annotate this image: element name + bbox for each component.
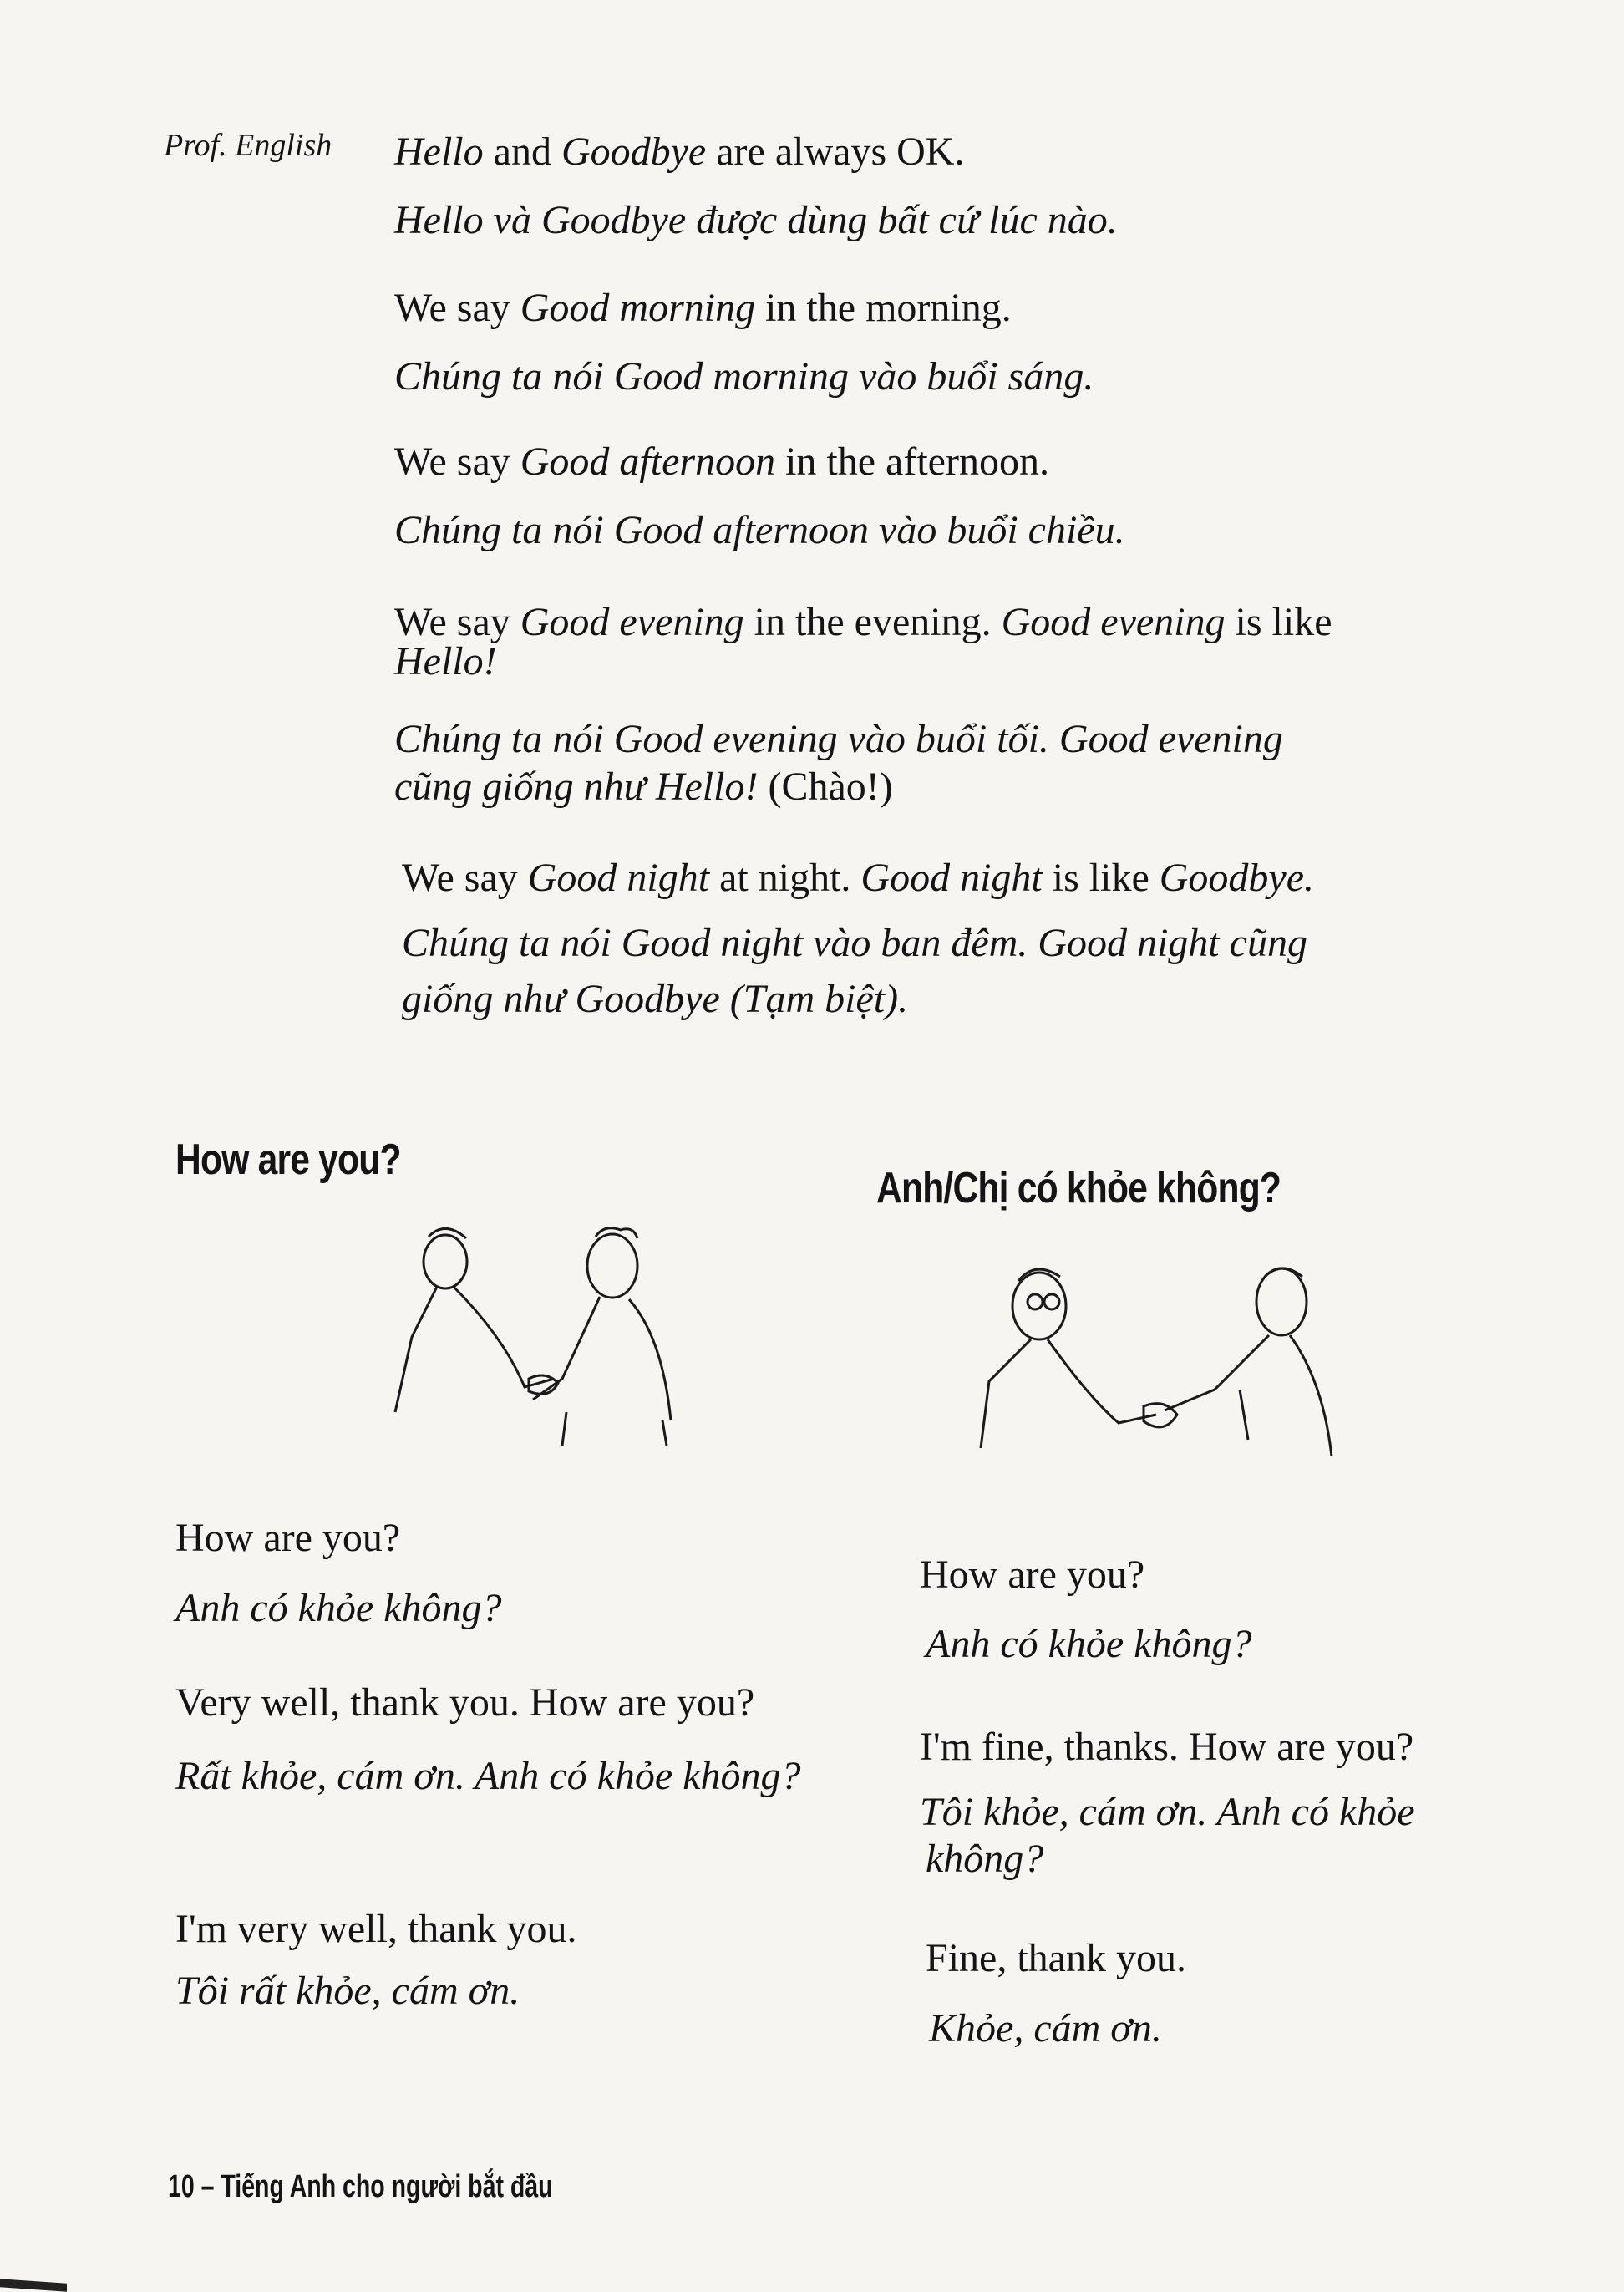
text-segment: Khỏe, cám ơn. — [929, 2006, 1162, 2051]
text-line — [394, 442, 1049, 482]
text-line — [402, 923, 1307, 963]
text-segment: Tôi rất khỏe, cám ơn. — [175, 1969, 520, 2013]
text-segment: Tôi khỏe, cám ơn. Anh có khỏe — [920, 1790, 1415, 1834]
text-segment: Chúng ta nói Good night vào ban đêm. Good night cũng — [402, 921, 1307, 965]
text-segment: Very well, thank you. How are you? — [175, 1680, 755, 1725]
text-line — [175, 1756, 801, 1797]
text-segment: (Chào!) — [768, 765, 893, 809]
text-line — [175, 1680, 755, 1725]
text-segment: Chúng ta nói Good afternoon vào buổi chiều. — [394, 508, 1125, 552]
text-segment: Anh có khỏe không? — [175, 1586, 502, 1630]
text-line — [394, 719, 1283, 760]
text-line — [920, 1555, 1144, 1595]
text-segment: Good evening — [1001, 600, 1226, 644]
text-line — [175, 1909, 577, 1949]
text-segment: is like — [1225, 600, 1332, 644]
text-line — [926, 1936, 1186, 1980]
page-edge-shadow — [0, 2279, 67, 2292]
text-segment: Hello — [394, 130, 484, 174]
text-segment: in the evening. — [743, 600, 1002, 644]
text-segment: giống như Goodbye (Tạm biệt). — [402, 977, 909, 1021]
text-segment: We say — [394, 600, 520, 644]
text-segment: Good afternoon — [520, 440, 776, 484]
text-line — [402, 979, 908, 1019]
page-footer: 10 – Tiếng Anh cho người bắt đầu — [168, 2169, 553, 2204]
text-segment: We say — [402, 856, 528, 900]
text-segment: Goodbye — [561, 130, 707, 174]
speaker-label: Prof. English — [164, 128, 332, 163]
text-segment: Good evening — [520, 600, 744, 644]
text-line — [394, 354, 1094, 399]
text-segment: Good night — [527, 856, 710, 900]
text-segment: Chúng ta nói Good evening vào buổi tối. Good evening — [394, 717, 1283, 761]
text-segment: không? — [926, 1837, 1044, 1881]
text-line — [926, 1624, 1252, 1664]
text-line — [394, 288, 1012, 328]
text-segment: How are you? — [175, 1516, 401, 1560]
text-segment: Good morning — [520, 286, 756, 330]
text-segment: Hello và Goodbye được dùng bất cứ lúc nào. — [394, 198, 1118, 242]
text-segment: Hello! — [394, 639, 497, 684]
text-segment: I'm very well, thank you. — [175, 1907, 577, 1951]
text-line — [929, 2006, 1162, 2051]
text-segment: We say — [394, 440, 520, 484]
text-line — [920, 1727, 1413, 1767]
text-line — [394, 639, 497, 684]
handshake-illustration-left — [387, 1220, 713, 1454]
text-segment: Rất khỏe, cám ơn. Anh có khỏe không? — [175, 1754, 801, 1798]
text-segment: Fine, thank you. — [926, 1936, 1186, 1980]
text-line — [175, 1518, 400, 1558]
right-heading: Anh/Chị có khỏe không? — [876, 1164, 1281, 1212]
text-segment: Goodbye. — [1159, 856, 1315, 900]
text-segment: Good night — [860, 856, 1043, 900]
text-segment: How are you? — [920, 1553, 1145, 1597]
text-segment: are always OK. — [706, 130, 965, 174]
text-line — [402, 858, 1314, 898]
text-segment: at night. — [709, 856, 861, 900]
text-segment: and — [483, 130, 561, 174]
left-heading: How are you? — [175, 1136, 401, 1184]
text-line — [394, 767, 893, 807]
text-line — [394, 132, 964, 172]
text-segment: We say — [394, 286, 520, 330]
text-line — [175, 1971, 520, 2011]
text-segment: Anh có khỏe không? — [926, 1622, 1252, 1666]
text-segment: is like — [1042, 856, 1160, 900]
text-line — [394, 508, 1125, 552]
text-line — [175, 1588, 502, 1629]
text-segment: cũng giống như Hello! — [394, 765, 769, 809]
text-segment: in the morning. — [755, 286, 1012, 330]
text-line — [926, 1839, 1043, 1879]
handshake-illustration-right — [964, 1256, 1365, 1465]
text-segment: I'm fine, thanks. How are you? — [920, 1725, 1414, 1769]
text-segment: Chúng ta nói Good morning vào buổi sáng. — [394, 354, 1094, 399]
text-segment: in the afternoon. — [775, 440, 1049, 484]
text-line — [394, 198, 1118, 242]
text-line — [920, 1792, 1415, 1832]
text-line — [394, 602, 1332, 643]
